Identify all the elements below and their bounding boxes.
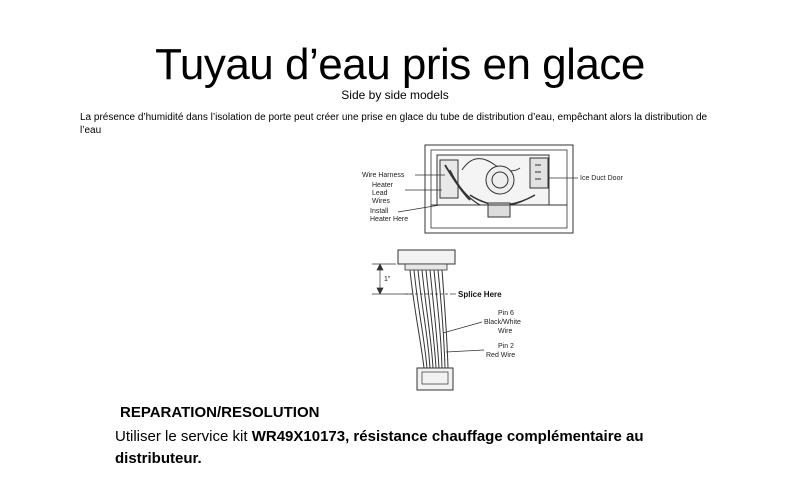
install-heater-label-2: Heater Here bbox=[370, 216, 409, 223]
resolution-kit-part: WR49X10173, résistance chauffage complémentaire au distributeur. bbox=[115, 428, 644, 467]
splice-here-label: Splice Here bbox=[458, 290, 502, 299]
install-heater-label-1: Install bbox=[370, 208, 389, 215]
dimension-label: 1" bbox=[384, 276, 391, 283]
resolution-heading: REPARATION/RESOLUTION bbox=[120, 404, 320, 421]
wire-harness-label: Wire Harness bbox=[362, 172, 405, 179]
heater-lead-wires-label-2: Lead bbox=[372, 190, 388, 197]
heater-lead-wires-label-3: Wires bbox=[372, 198, 390, 205]
pin2-label-1: Pin 2 bbox=[498, 343, 514, 350]
resolution-text bbox=[115, 426, 675, 470]
wire-harness-illustration bbox=[398, 250, 455, 390]
pin2-label-2: Red Wire bbox=[486, 352, 516, 359]
heater-lead-wires-label-1: Heater bbox=[372, 182, 394, 189]
pin6-label-1: Pin 6 bbox=[498, 310, 514, 317]
pin6-label-3: Wire bbox=[498, 328, 513, 335]
slide-title: Tuyau d’eau pris en glace bbox=[155, 40, 645, 89]
pin6-label-2: Black/White bbox=[484, 319, 521, 326]
slide-subtitle: Side by side models bbox=[341, 88, 449, 102]
dispenser-housing-illustration bbox=[425, 145, 573, 233]
intro-paragraph: La présence d’humidité dans l’isolation de porte peut créer une prise en glace du tube de distribution d’eau, empêchant alors la distribution de l’eau bbox=[80, 112, 708, 136]
ice-duct-door-label: Ice Duct Door bbox=[580, 175, 623, 182]
resolution-text-prefix: Utiliser le service kit bbox=[115, 428, 252, 445]
